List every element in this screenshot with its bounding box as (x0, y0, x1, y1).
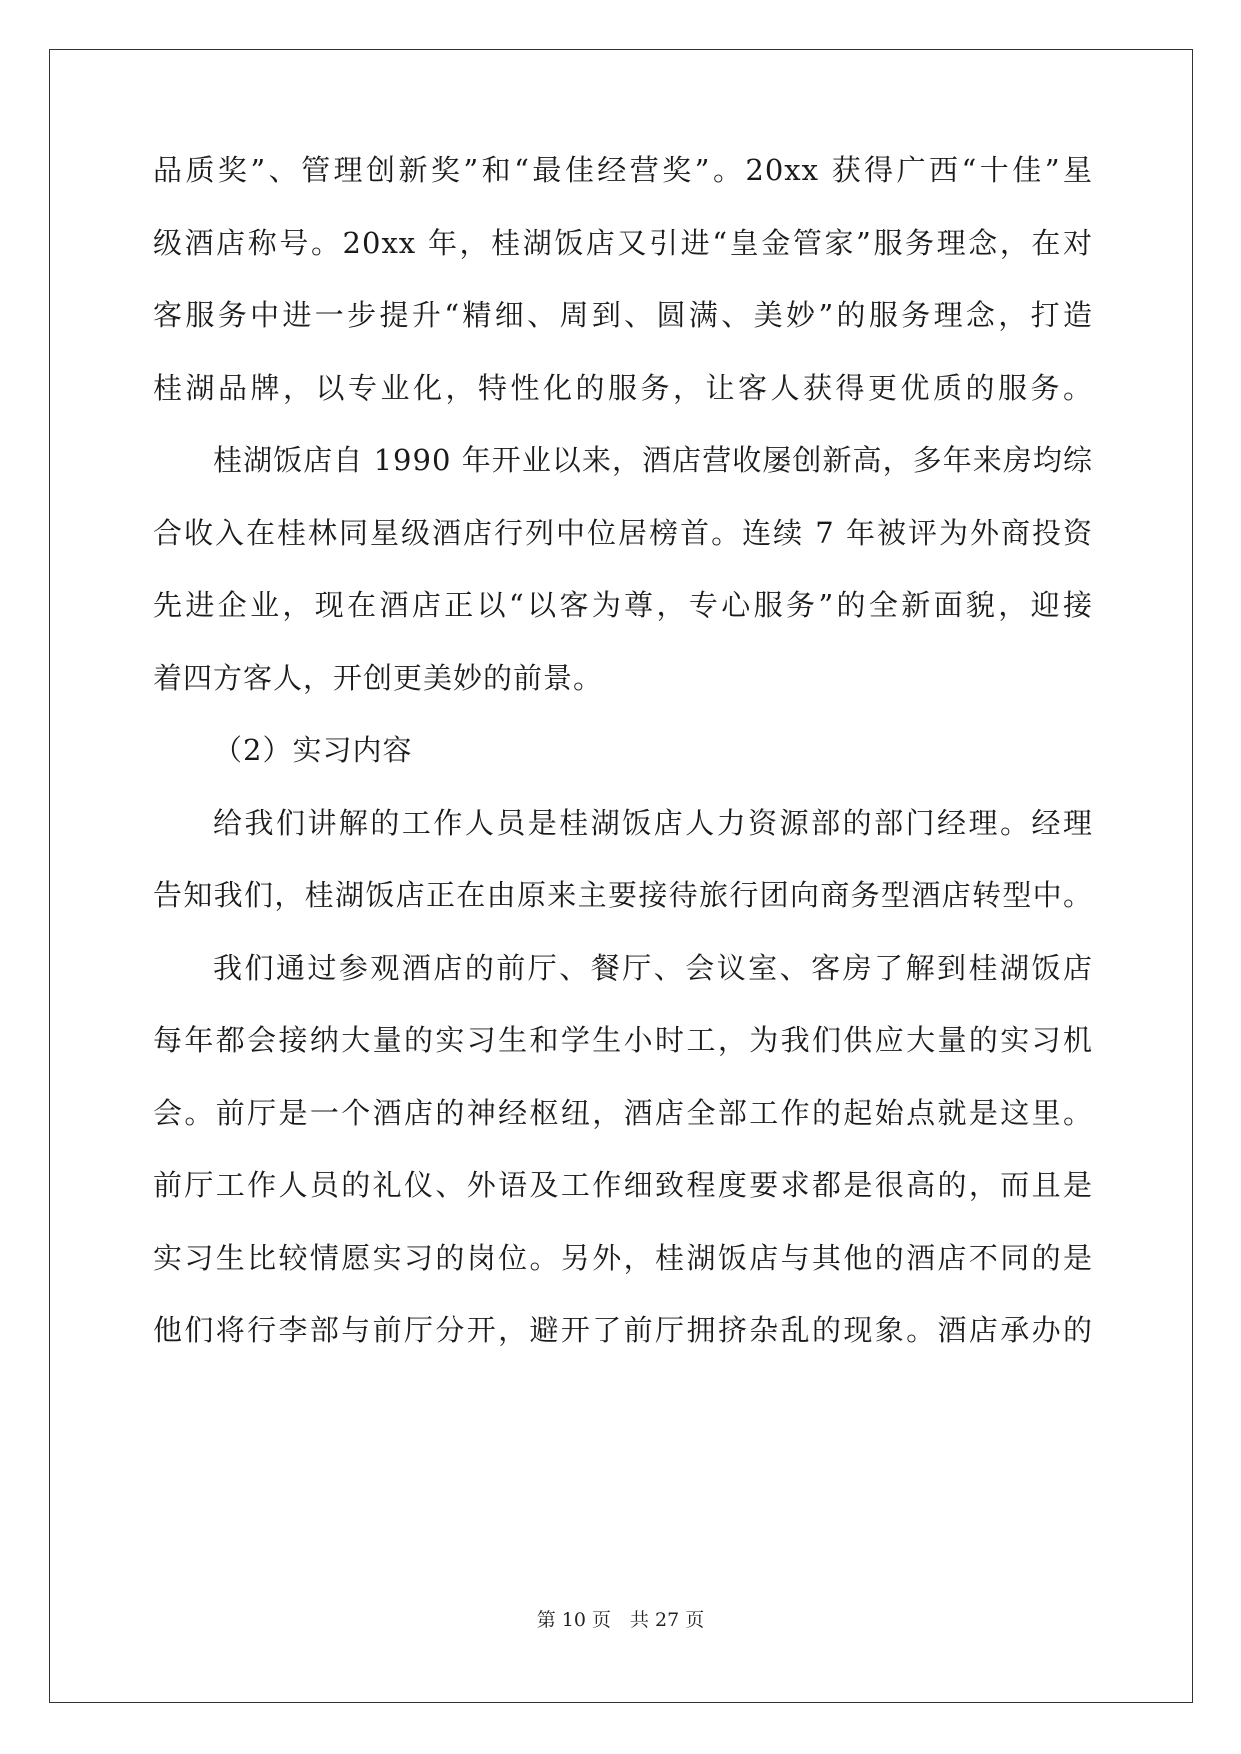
text-line: 先进企业，现在酒店正以“以客为尊，专心服务”的全新面貌，迎接 (153, 588, 1093, 622)
text-line: 客服务中进一步提升“精细、周到、圆满、美妙”的服务理念，打造 (153, 298, 1093, 332)
text-line: 会。前厅是一个酒店的神经枢纽，酒店全部工作的起始点就是这里。 (153, 1096, 1093, 1130)
text-line: 桂湖饭店自 1990 年开业以来，酒店营收屡创新高，多年来房均综 (213, 443, 1093, 477)
text-line: 给我们讲解的工作人员是桂湖饭店人力资源部的部门经理。经理 (213, 806, 1093, 840)
text-line: 前厅工作人员的礼仪、外语及工作细致程度要求都是很高的，而且是 (153, 1168, 1093, 1202)
text-line: 着四方客人，开创更美妙的前景。 (153, 661, 604, 695)
text-line: 每年都会接纳大量的实习生和学生小时工，为我们供应大量的实习机 (153, 1023, 1093, 1057)
text-line: （2）实习内容 (213, 733, 413, 767)
text-line: 我们通过参观酒店的前厅、餐厅、会议室、客房了解到桂湖饭店 (213, 951, 1093, 985)
text-line: 告知我们，桂湖饭店正在由原来主要接待旅行团向商务型酒店转型中。 (153, 878, 1093, 912)
text-line: 品质奖”、管理创新奖”和“最佳经营奖”。20xx 获得广西“十佳”星 (153, 153, 1093, 187)
text-line: 合收入在桂林同星级酒店行列中位居榜首。连续 7 年被评为外商投资 (153, 516, 1093, 550)
text-line: 实习生比较情愿实习的岗位。另外，桂湖饭店与其他的酒店不同的是 (153, 1241, 1093, 1275)
text-line: 桂湖品牌，以专业化，特性化的服务，让客人获得更优质的服务。 (153, 371, 1093, 405)
page-footer: 第 10 页 共 27 页 (536, 1609, 705, 1631)
text-line: 他们将行李部与前厅分开，避开了前厅拥挤杂乱的现象。酒店承办的 (153, 1313, 1093, 1347)
text-line: 级酒店称号。20xx 年，桂湖饭店又引进“皇金管家”服务理念，在对 (153, 226, 1093, 260)
